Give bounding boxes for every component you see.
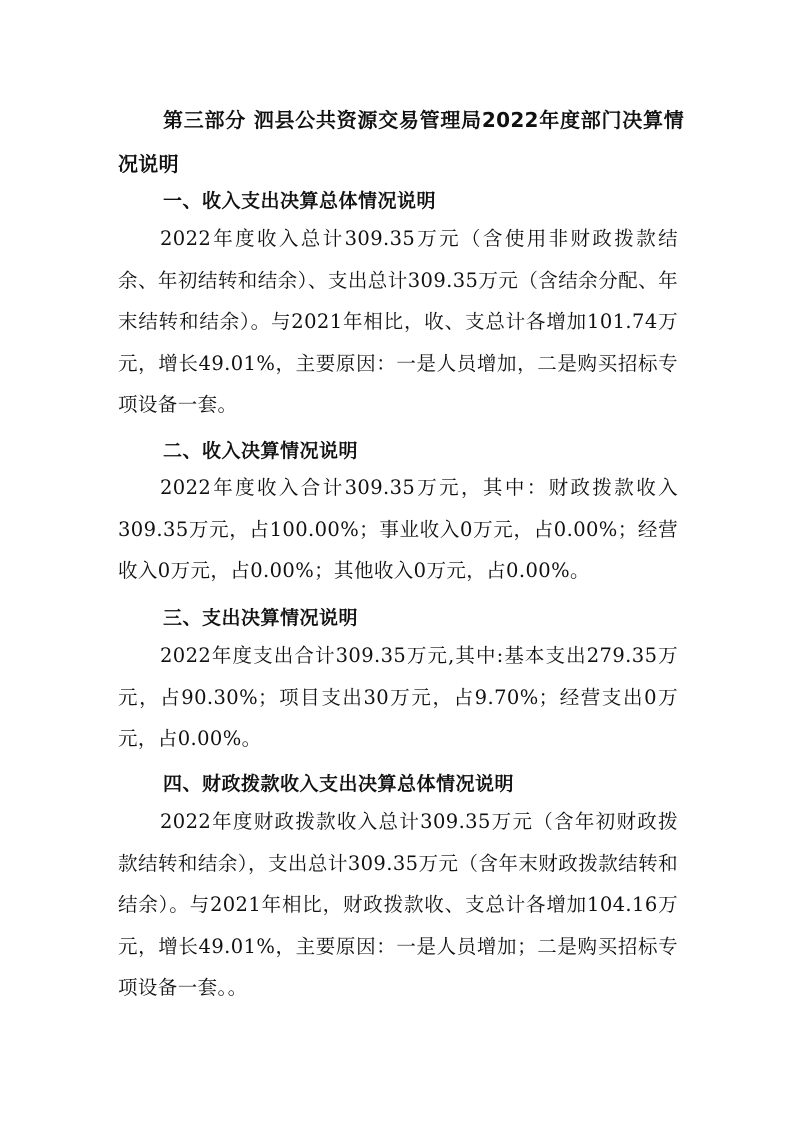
section-heading-fiscal-appropriation: 四、财政拨款收入支出决算总体情况说明: [163, 773, 515, 795]
section-heading-income-expenditure-overview: 一、收入支出决算总体情况说明: [163, 190, 437, 212]
section-body-fiscal-appropriation: 2022年度财政拨款收入总计309.35万元（含年初财政拨款结转和结余），支出总计309.35万元（含年末财政拨款结转和结余）。与2021年相比，财政拨款收、支总计各增加104.16万元，增长49.01%，主要原因：一是人员增加；二是购买招标专项设备一套。。: [118, 810, 678, 999]
section-body-income: 2022年度收入合计309.35万元，其中：财政拨款收入309.35万元，占100.00%；事业收入0万元，占0.00%；经营收入0万元，占0.00%；其他收入0万元，占0.00%。: [118, 476, 678, 582]
section-body-expenditure: 2022年度支出合计309.35万元,其中:基本支出279.35万元，占90.30%；项目支出30万元，占9.70%；经营支出0万元，占0.00%。: [118, 644, 678, 750]
section-body-income-expenditure-overview: 2022年度收入总计309.35万元（含使用非财政拨款结余、年初结转和结余）、支出总计309.35万元（含结余分配、年末结转和结余）。与2021年相比，收、支总计各增加101.74万元，增长49.01%，主要原因：一是人员增加，二是购买招标专项设备一套。: [118, 227, 678, 416]
section-heading-income: 二、收入决算情况说明: [163, 440, 359, 462]
document-title: 第三部分 泗县公共资源交易管理局2022年度部门决算情况说明: [118, 108, 684, 176]
section-heading-expenditure: 三、支出决算情况说明: [163, 607, 359, 629]
